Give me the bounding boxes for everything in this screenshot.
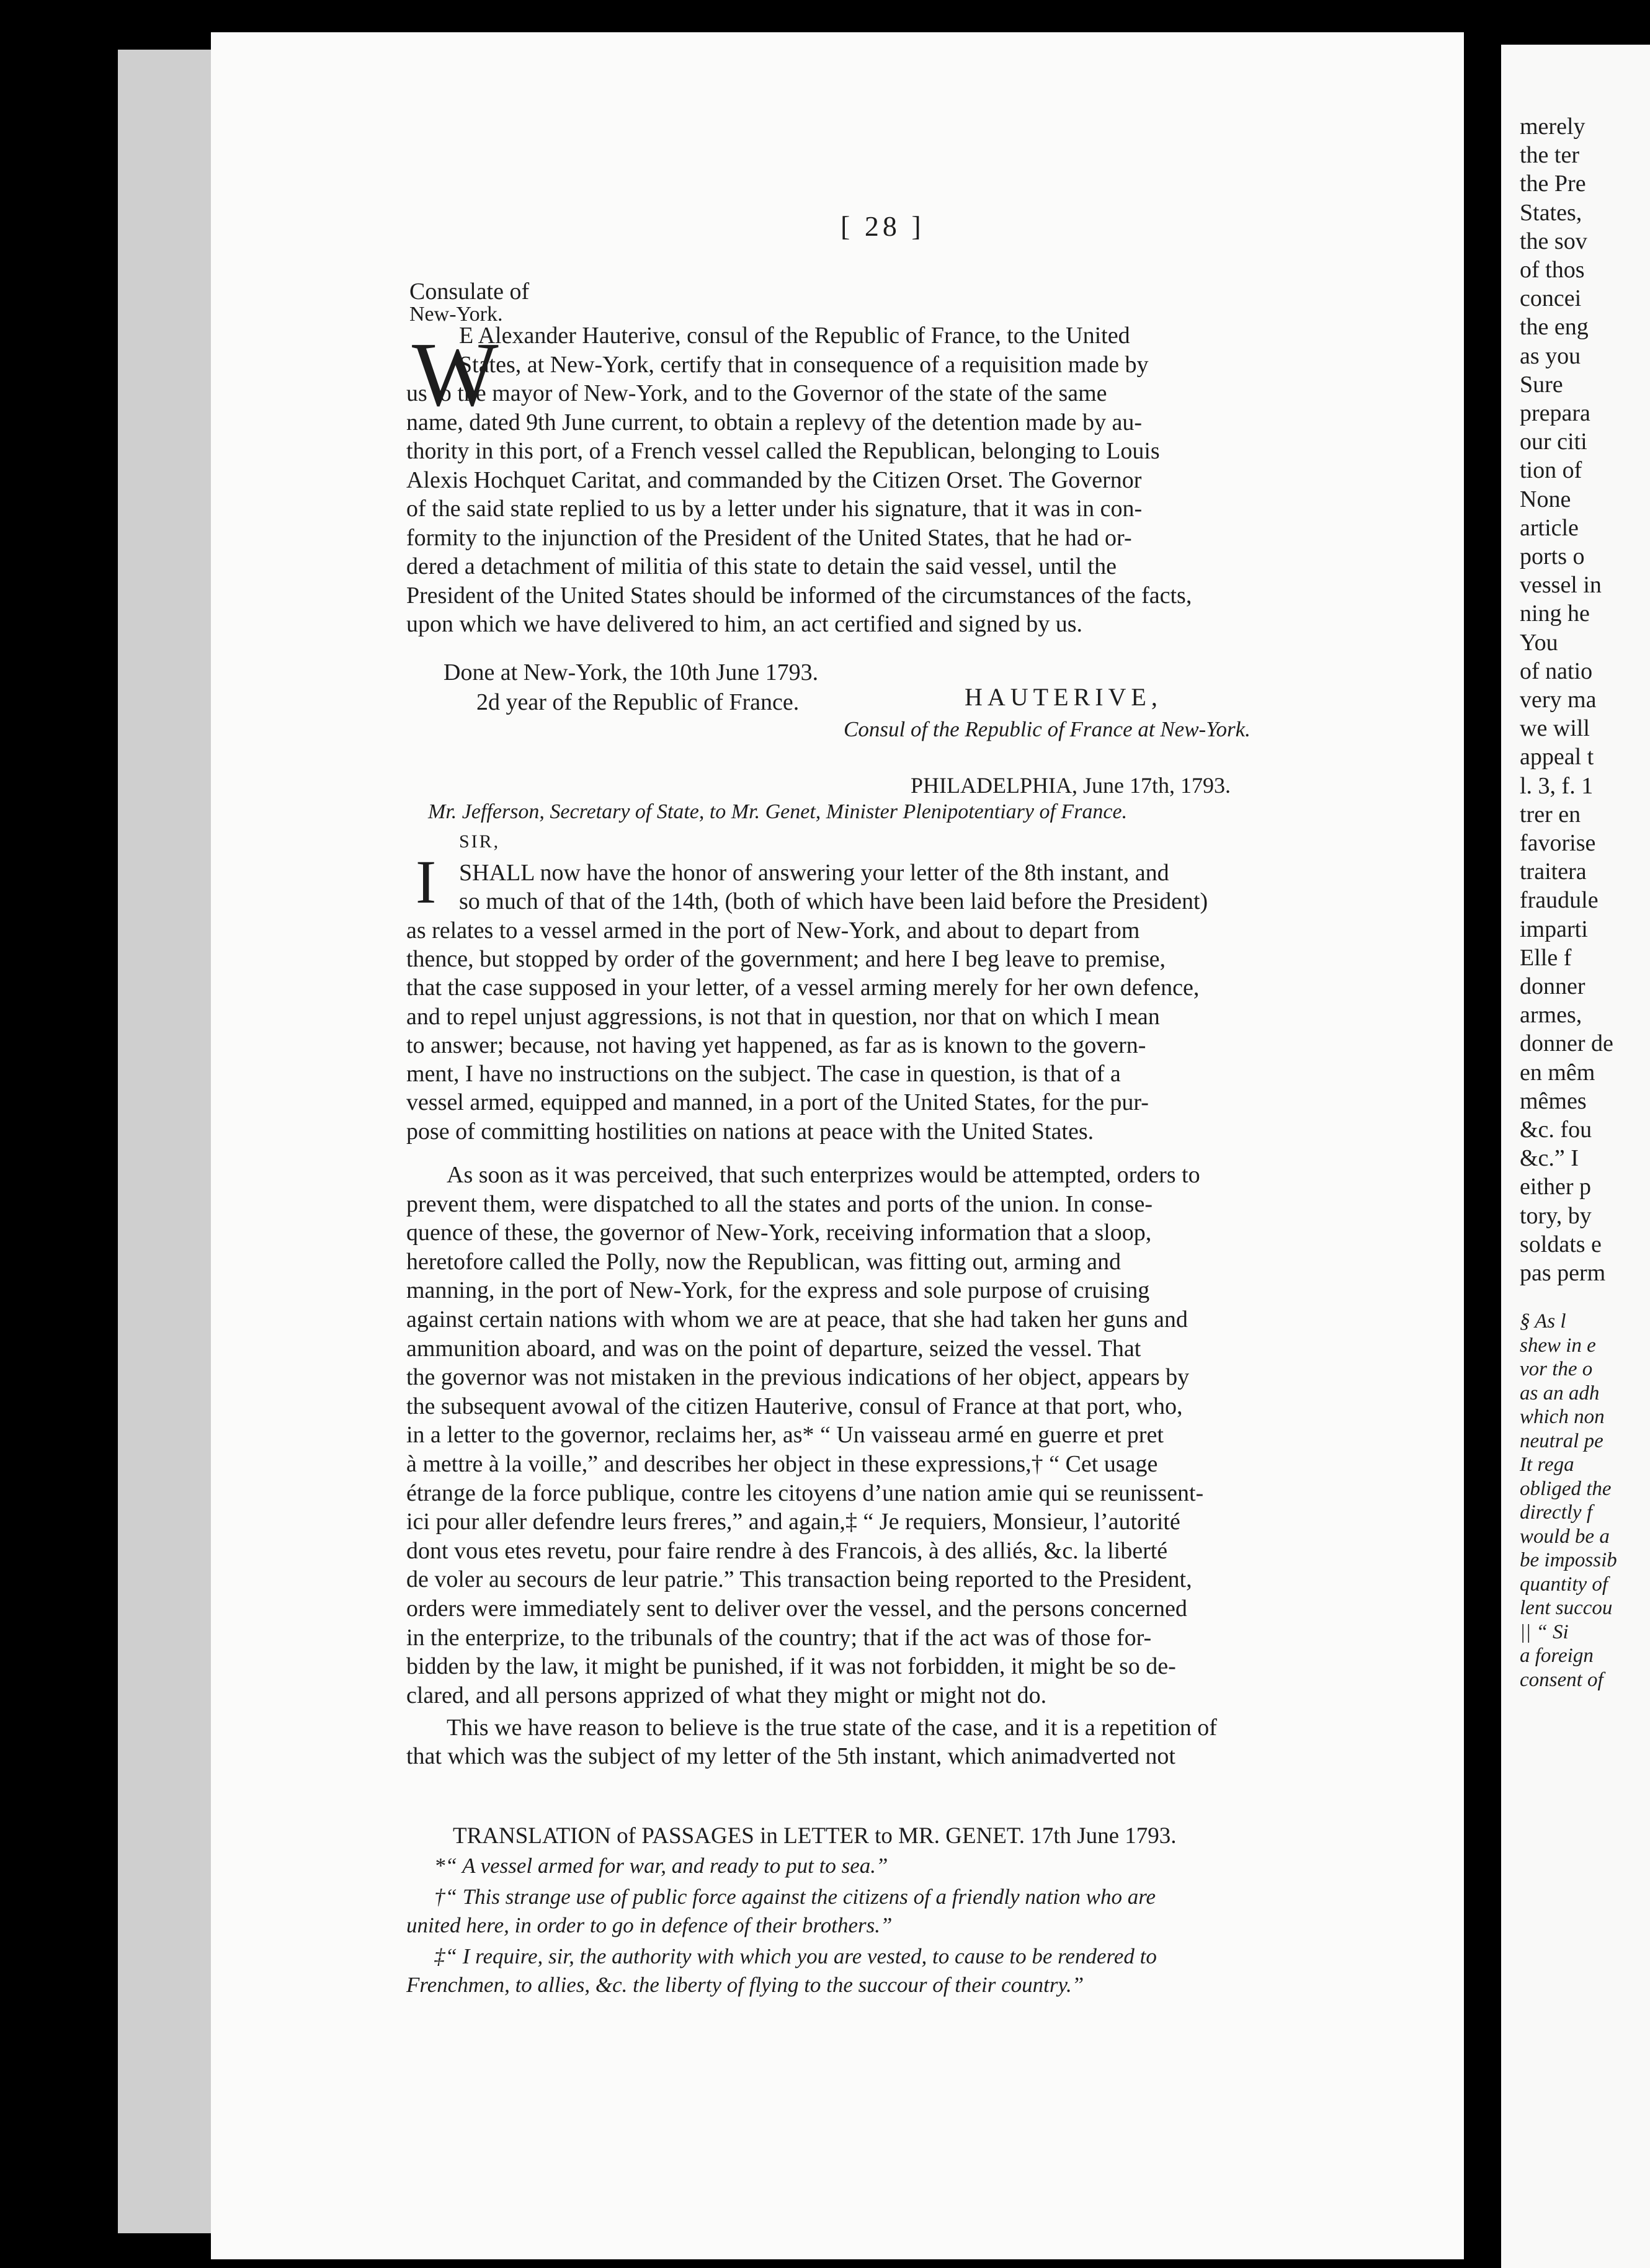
next-page-fragment: either p bbox=[1520, 1174, 1592, 1200]
letter-line: in the enterprize, to the tribunals of the country; that if the act was of those for- bbox=[406, 1624, 1152, 1651]
letter-line: ammunition aboard, and was on the point of departure, seized the vessel. That bbox=[406, 1335, 1141, 1362]
footnote-heading: TRANSLATION of PASSAGES in LETTER to MR. GENET. 17th June 1793. bbox=[453, 1823, 1177, 1849]
next-page-fragment: trer en bbox=[1520, 801, 1581, 828]
letter-line: so much of that of the 14th, (both of which have been laid before the President) bbox=[459, 888, 1208, 915]
next-page-fragment: as an adh bbox=[1520, 1382, 1600, 1404]
letter-line: clared, and all persons apprized of what they might or might not do. bbox=[406, 1682, 1047, 1708]
consul-line: States, at New-York, certify that in consequence of a requisition made by bbox=[459, 351, 1149, 378]
next-page-fragment: States, bbox=[1520, 199, 1582, 226]
next-page-fragment: our citi bbox=[1520, 429, 1587, 455]
next-page-fragment: quantity of bbox=[1520, 1573, 1608, 1596]
consul-line: dered a detachment of militia of this state to detain the said vessel, until the bbox=[406, 553, 1117, 579]
letter-line: against certain nations with whom we are at peace, that she had taken her guns and bbox=[406, 1306, 1188, 1333]
letter-line: dont vous etes revetu, pour faire rendre à des Francois, à des alliés, &c. la liberté bbox=[406, 1537, 1168, 1564]
next-page-fragment: prepara bbox=[1520, 400, 1590, 426]
next-page-fragment: vessel in bbox=[1520, 572, 1602, 599]
book-gutter bbox=[1464, 0, 1501, 2268]
dateline: PHILADELPHIA, June 17th, 1793. bbox=[911, 773, 1231, 798]
consul-line: President of the United States should be informed of the circumstances of the facts, bbox=[406, 582, 1192, 609]
next-page-fragment: merely bbox=[1520, 114, 1585, 140]
letter-line: the subsequent avowal of the citizen Hauterive, consul of France at that port, who, bbox=[406, 1393, 1183, 1419]
next-page-fragment: of thos bbox=[1520, 257, 1585, 283]
salutation: SIR, bbox=[459, 831, 501, 852]
footnote-line: united here, in order to go in defence of their brothers.” bbox=[406, 1913, 893, 1937]
letter-line: to answer; because, not having yet happened, as far as is known to the govern- bbox=[406, 1032, 1146, 1058]
consul-line: Alexis Hochquet Caritat, and commanded by the Citizen Orset. The Governor bbox=[406, 467, 1142, 493]
next-page-fragment: pas perm bbox=[1520, 1260, 1606, 1286]
next-page-fragment: the sov bbox=[1520, 228, 1587, 254]
next-page-fragment: None bbox=[1520, 486, 1571, 512]
next-page-fragment: the eng bbox=[1520, 314, 1589, 341]
footnote-line: †“ This strange use of public force against the citizens of a friendly nation who are bbox=[434, 1885, 1156, 1909]
next-page-fragment: the ter bbox=[1520, 142, 1580, 169]
signature-title: Consul of the Republic of France at New-York. bbox=[844, 717, 1251, 741]
heading-new-york: New-York. bbox=[409, 303, 503, 326]
letter-line: and to repel unjust aggressions, is not that in question, nor that on which I mean bbox=[406, 1003, 1160, 1030]
next-page-fragment: directly f bbox=[1520, 1501, 1592, 1524]
book-page-right-partial bbox=[1501, 45, 1650, 2268]
letter-line: SHALL now have the honor of answering your letter of the 8th instant, and bbox=[459, 860, 1169, 886]
next-page-fragment: tory, by bbox=[1520, 1202, 1592, 1229]
next-page-fragment: ports o bbox=[1520, 543, 1585, 569]
next-page-fragment: en mêm bbox=[1520, 1059, 1595, 1086]
letter-line: ment, I have no instructions on the subject. The case in question, is that of a bbox=[406, 1061, 1121, 1087]
signature-hauterive: HAUTERIVE, bbox=[965, 683, 1162, 711]
next-page-fragment: imparti bbox=[1520, 916, 1588, 942]
next-page-fragment: concei bbox=[1520, 285, 1582, 312]
next-page-fragment: neutral pe bbox=[1520, 1429, 1603, 1452]
letter-line: as relates to a vessel armed in the port of New-York, and about to depart from bbox=[406, 917, 1140, 944]
letter-line: pose of committing hostilities on nations at peace with the United States. bbox=[406, 1118, 1094, 1145]
next-page-fragment: l. 3, f. 1 bbox=[1520, 772, 1594, 799]
next-page-fragment: very ma bbox=[1520, 687, 1597, 713]
letter-line: ici pour aller defendre leurs freres,” and again,‡ “ Je requiers, Monsieur, l’autorité bbox=[406, 1509, 1180, 1535]
letter-line: This we have reason to believe is the true state of the case, and it is a repetition of bbox=[447, 1715, 1217, 1741]
letter-line: that which was the subject of my letter of the 5th instant, which animadverted not bbox=[406, 1743, 1175, 1769]
letter-line: the governor was not mistaken in the previous indications of her object, appears by bbox=[406, 1364, 1190, 1391]
next-page-fragment: ning he bbox=[1520, 600, 1590, 627]
letter-line: manning, in the port of New-York, for the express and sole purpose of cruising bbox=[406, 1277, 1150, 1304]
letter-line: in a letter to the governor, reclaims her, as* “ Un vaisseau armé en guerre et pret bbox=[406, 1422, 1164, 1449]
next-page-fragment: Elle f bbox=[1520, 944, 1572, 971]
next-page-fragment: appeal t bbox=[1520, 744, 1594, 770]
next-page-fragment: of natio bbox=[1520, 658, 1593, 684]
next-page-fragment: soldats e bbox=[1520, 1231, 1602, 1257]
next-page-fragment: mêmes bbox=[1520, 1087, 1587, 1114]
next-page-fragment: favorise bbox=[1520, 830, 1596, 856]
letter-line: that the case supposed in your letter, of a vessel arming merely for her own defence, bbox=[406, 975, 1200, 1001]
letter-line: de voler au secours de leur patrie.” This transaction being reported to the President, bbox=[406, 1566, 1192, 1593]
letter-line: thence, but stopped by order of the government; and here I beg leave to premise, bbox=[406, 945, 1166, 972]
next-page-fragment: obliged the bbox=[1520, 1477, 1612, 1500]
next-page-fragment: donner de bbox=[1520, 1030, 1613, 1057]
next-page-fragment: § As l bbox=[1520, 1310, 1566, 1333]
next-page-fragment: &c. fou bbox=[1520, 1117, 1592, 1143]
done-at: Done at New-York, the 10th June 1793. bbox=[444, 659, 819, 685]
next-page-fragment: &c.” I bbox=[1520, 1145, 1579, 1172]
heading-consulate: Consulate of bbox=[409, 279, 530, 305]
letter-line: à mettre à la voille,” and describes her object in these expressions,† “ Cet usage bbox=[406, 1451, 1158, 1477]
letter-line: prevent them, were dispatched to all the states and ports of the union. In conse- bbox=[406, 1190, 1153, 1217]
footnote-line: Frenchmen, to allies, &c. the liberty of flying to the succour of their country.” bbox=[406, 1973, 1084, 1997]
next-page-fragment: donner bbox=[1520, 973, 1585, 999]
footnote-line: *“ A vessel armed for war, and ready to put to sea.” bbox=[434, 1854, 888, 1878]
consul-line: formity to the injunction of the President of the United States, that he had or- bbox=[406, 524, 1132, 551]
next-page-fragment: You bbox=[1520, 629, 1558, 656]
consul-line: E Alexander Hauterive, consul of the Republic of France, to the United bbox=[459, 323, 1130, 349]
next-page-fragment: || “ Si bbox=[1520, 1620, 1569, 1643]
letter-line: bidden by the law, it might be punished, if it was not forbidden, it might be so de- bbox=[406, 1653, 1176, 1680]
next-page-fragment: be impossib bbox=[1520, 1549, 1617, 1572]
letter-line: heretofore called the Polly, now the Republican, was fitting out, arming and bbox=[406, 1248, 1122, 1275]
letter-line: vessel armed, equipped and manned, in a port of the United States, for the pur- bbox=[406, 1089, 1149, 1116]
next-page-fragment: the Pre bbox=[1520, 171, 1586, 197]
consul-line: thority in this port, of a French vessel called the Republican, belonging to Louis bbox=[406, 438, 1160, 464]
next-page-fragment: vor the o bbox=[1520, 1358, 1593, 1381]
next-page-fragment: tion of bbox=[1520, 457, 1582, 484]
next-page-fragment: Sure bbox=[1520, 371, 1563, 398]
consul-line: upon which we have delivered to him, an act certified and signed by us. bbox=[406, 611, 1083, 637]
book-page-edges bbox=[118, 50, 217, 2233]
next-page-fragment: we will bbox=[1520, 715, 1590, 742]
next-page-fragment: would be a bbox=[1520, 1525, 1610, 1548]
letter-line: As soon as it was perceived, that such enterprizes would be attempted, orders to bbox=[447, 1162, 1200, 1188]
next-page-fragment: fraudule bbox=[1520, 887, 1599, 914]
drop-cap-w: W bbox=[412, 324, 499, 426]
consul-line: name, dated 9th June current, to obtain a replevy of the detention made by au- bbox=[406, 409, 1143, 435]
next-page-fragment: shew in e bbox=[1520, 1334, 1596, 1357]
next-page-fragment: It rega bbox=[1520, 1453, 1574, 1476]
year-of-republic: 2d year of the Republic of France. bbox=[476, 689, 800, 715]
footnote-line: ‡“ I require, sir, the authority with which you are vested, to cause to be rendered to bbox=[434, 1944, 1157, 1968]
letter-line: étrange de la force publique, contre les citoyens d’une nation amie qui se reunissent- bbox=[406, 1480, 1204, 1506]
consul-line: of the said state replied to us by a letter under his signature, that it was in con- bbox=[406, 496, 1143, 522]
letter-line: quence of these, the governor of New-York, receiving information that a sloop, bbox=[406, 1220, 1152, 1246]
next-page-fragment: as you bbox=[1520, 342, 1581, 369]
letter-line: orders were immediately sent to deliver over the vessel, and the persons concerned bbox=[406, 1596, 1187, 1622]
next-page-fragment: armes, bbox=[1520, 1002, 1582, 1029]
letter-title: Mr. Jefferson, Secretary of State, to Mr. Genet, Minister Plenipotentiary of France. bbox=[428, 800, 1128, 823]
drop-cap-i: I bbox=[416, 847, 437, 916]
next-page-fragment: a foreign bbox=[1520, 1645, 1594, 1668]
next-page-fragment: lent succou bbox=[1520, 1597, 1613, 1620]
next-page-fragment: traitera bbox=[1520, 859, 1587, 885]
next-page-fragment: which non bbox=[1520, 1406, 1605, 1429]
page-number: [ 28 ] bbox=[841, 210, 925, 242]
next-page-fragment: consent of bbox=[1520, 1668, 1603, 1691]
consul-line: us to the mayor of New-York, and to the Governor of the state of the same bbox=[406, 380, 1107, 406]
next-page-fragment: article bbox=[1520, 514, 1579, 541]
